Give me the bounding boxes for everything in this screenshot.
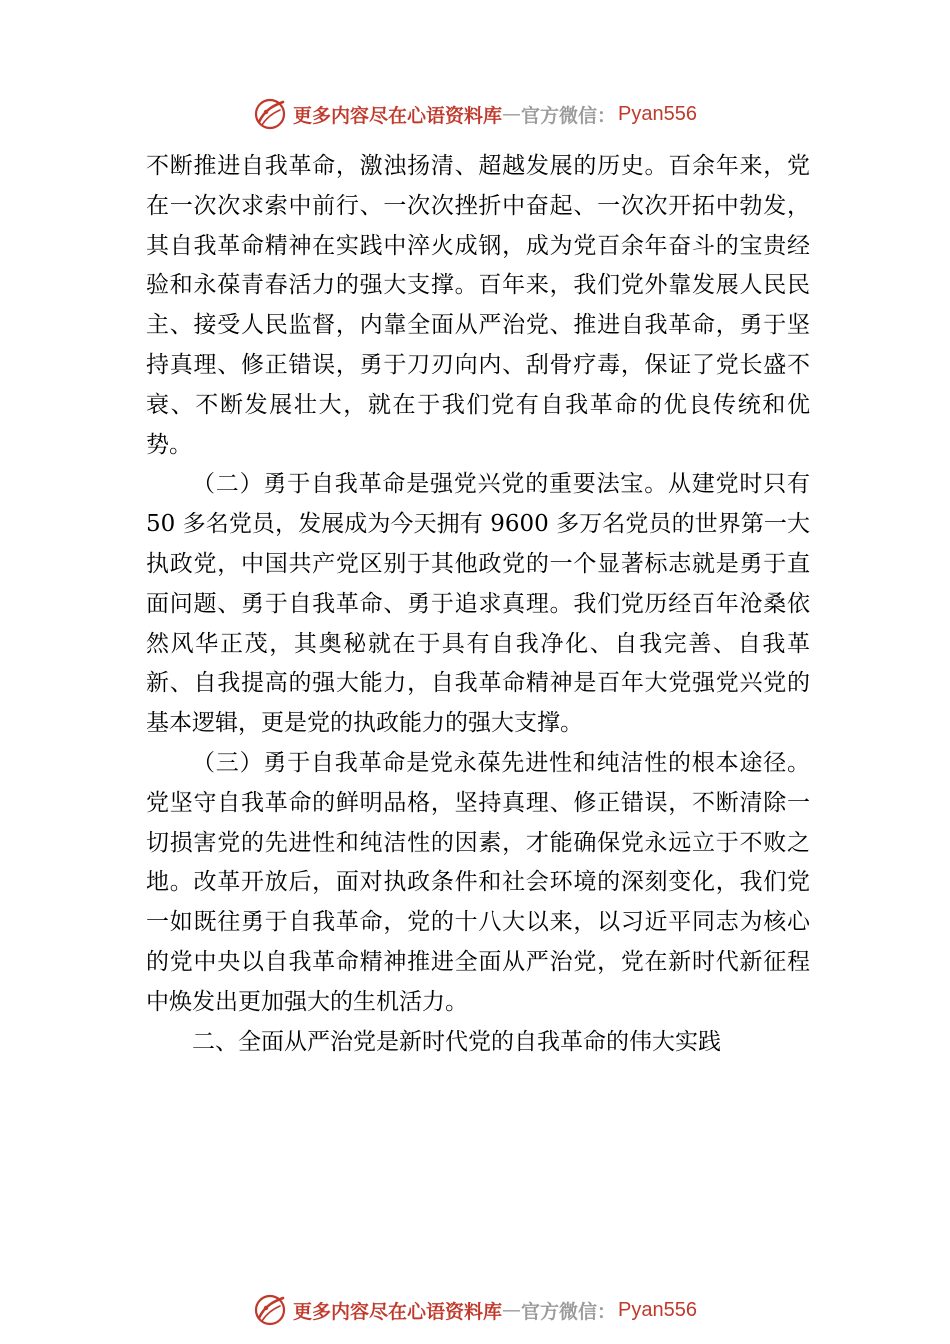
paragraph-1: 不断推进自我革命，激浊扬清、超越发展的历史。百余年来，党在一次次求索中前行、一次次挫折中奋起、一次次开拓中勃发，其自我革命精神在实践中淬火成钢，成为党百余年奋斗的宝贵经验和永葆青春活力的强大支撑。百年来，我们党外靠发展人民民主、接受人民监督，内靠全面从严治党、推进自我革命，勇于坚持真理、修正错误，勇于刀刃向内、刮骨疗毒，保证了党长盛不衰、不断发展壮大，就在于我们党有自我革命的优良传统和优势。	[146, 153, 810, 458]
seal-logo-icon	[253, 97, 287, 131]
watermark-label: 官方微信：	[521, 104, 617, 127]
watermark-label: 官方微信：	[521, 1300, 617, 1323]
footer-watermark	[0, 1290, 950, 1330]
paragraph-2: （二）勇于自我革命是强党兴党的重要法宝。从建党时只有 50 多名党员，发展成为今天拥有 9600 多万名党员的世界第一大执政党，中国共产党区别于其他政党的一个显著标志就是勇于直面问题、勇于自我革命、勇于追求真理。我们党历经百年沧桑依然风华正茂，其奥秘就在于具有自我净化、自我完善、自我革新、自我提高的强大能力，自我革命精神是百年大党强党兴党的基本逻辑，更是党的执政能力的强大支撑。	[146, 471, 810, 737]
section-heading: 二、全面从严治党是新时代党的自我革命的伟大实践	[192, 1028, 721, 1055]
watermark-wechat-id: Pyan556	[618, 1298, 697, 1321]
watermark-dash: —	[502, 1299, 522, 1321]
document-body	[146, 147, 810, 1062]
watermark-dash: —	[502, 103, 522, 125]
watermark-main-text: 更多内容尽在心语资料库	[293, 1300, 503, 1323]
header-watermark	[0, 94, 950, 134]
watermark-wechat-id: Pyan556	[618, 102, 697, 125]
watermark-main-text: 更多内容尽在心语资料库	[293, 104, 503, 127]
seal-logo-icon	[253, 1293, 287, 1327]
paragraph-3: （三）勇于自我革命是党永葆先进性和纯洁性的根本途径。党坚守自我革命的鲜明品格，坚持真理、修正错误，不断清除一切损害党的先进性和纯洁性的因素，才能确保党永远立于不败之地。改革开放后，面对执政条件和社会环境的深刻变化，我们党一如既往勇于自我革命，党的十八大以来，以习近平同志为核心的党中央以自我革命精神推进全面从严治党，党在新时代新征程中焕发出更加强大的生机活力。	[146, 749, 810, 1015]
